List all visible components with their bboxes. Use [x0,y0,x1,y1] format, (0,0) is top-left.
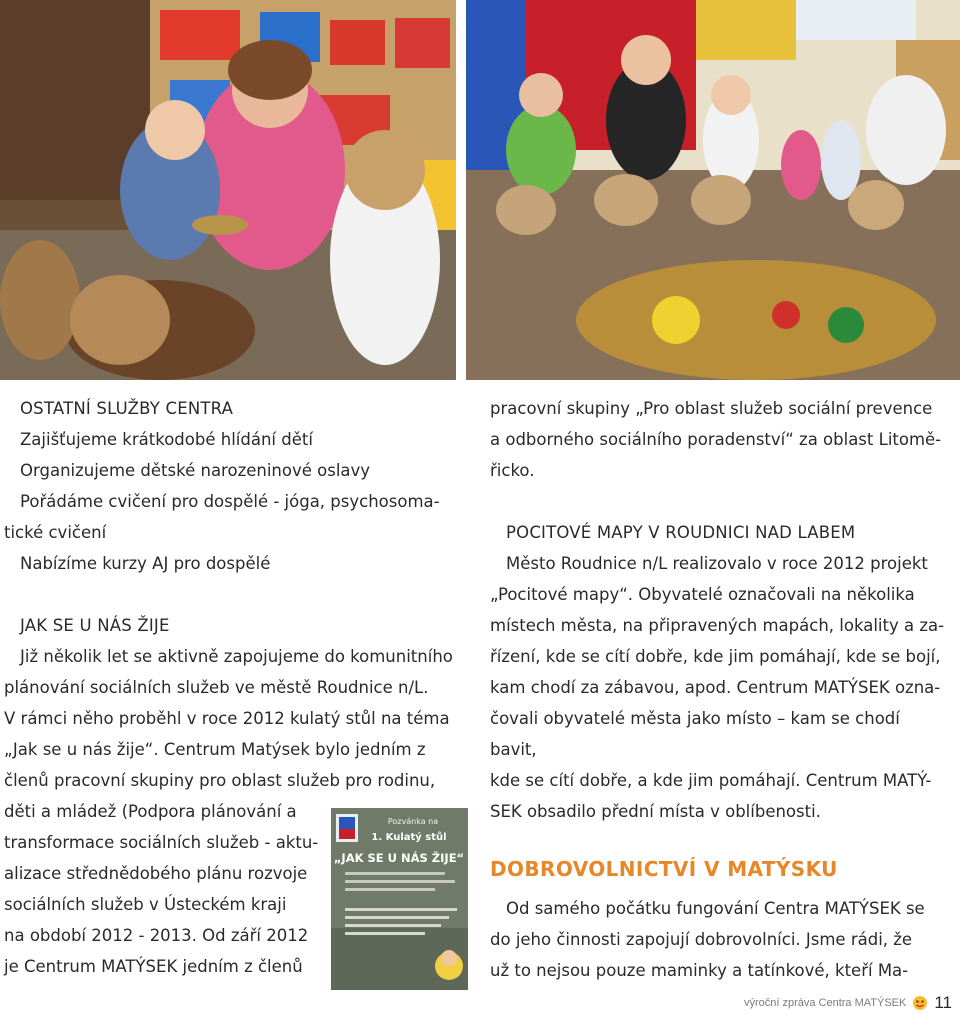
photo-drum-circle [466,0,960,380]
text-line: Zajišťujeme krátkodobé hlídání dětí [20,430,313,449]
text-line: Již několik let se aktivně zapojujeme do komunitního [20,647,453,666]
text-line: Pořádáme cvičení pro dospělé - jóga, psychosoma- [20,492,440,511]
photo-children-singing-bowl [0,0,456,380]
page-footer [744,992,952,1014]
text-line: V rámci něho proběhl v roce 2012 kulatý stůl na téma [4,709,450,728]
text-line: do jeho činnosti zapojují dobrovolníci. Jsme rádi, že [490,930,913,949]
text-line: už to nejsou pouze maminky a tatínkové, kteří Ma- [490,961,909,980]
text-line: řízení, kde se cítí dobře, kde jim pomáhají, kde se bojí, [490,647,941,666]
poster-title: „JAK SE U NÁS ŽIJE“ [333,851,465,865]
text-line: sociálních služeb v Ústeckém kraji [4,895,287,914]
text-line: kde se cítí dobře, a kde jim pomáhají. Centrum MATÝ- [490,771,932,790]
text-line: Město Roudnice n/L realizovalo v roce 2012 projekt [506,554,928,573]
page-number: 11 [934,993,952,1012]
matysek-logo-icon [912,995,928,1011]
text-line: „Jak se u nás žije“. Centrum Matýsek bylo jedním z [4,740,426,759]
text-line: „Pocitové mapy“. Obyvatelé označovali na několika [490,585,915,604]
section-heading-feeling-maps: POCITOVÉ MAPY V ROUDNICI NAD LABEM [506,523,856,542]
right-column [490,393,946,986]
text-line: tické cvičení [4,523,107,542]
text-line: členů pracovní skupiny pro oblast služeb pro rodinu, [4,771,436,790]
section-heading-volunteering: DOBROVOLNICTVÍ V MATÝSKU [490,857,838,881]
text-line: čovali obyvatelé města jako místo – kam se chodí bavit, [490,709,900,759]
text-line: alizace střednědobého plánu rozvoje [4,864,308,883]
section-heading-how-we-live: JAK SE U NÁS ŽIJE [20,616,170,635]
text-line: kam chodí za zábavou, apod. Centrum MATÝSEK ozna- [490,678,941,697]
text-line: na období 2012 - 2013. Od září 2012 [4,926,309,945]
poster-invitation-image [331,808,468,990]
footer-text: výroční zpráva Centra MATÝSEK [743,997,907,1009]
text-line: Organizujeme dětské narozeninové oslavy [20,461,371,480]
text-line: pracovní skupiny „Pro oblast služeb sociální prevence [490,399,933,418]
text-line: je Centrum MATÝSEK jedním z členů [4,957,303,976]
text-line: děti a mládež (Podpora plánování a [4,802,297,821]
text-line: místech města, na připravených mapách, lokality a za- [490,616,945,635]
text-line: řicko. [490,461,535,480]
text-line: SEK obsadilo přední místa v oblíbenosti. [490,802,821,821]
text-line: plánování sociálních služeb ve městě Roudnice n/L. [4,678,429,697]
text-line: Nabízíme kurzy AJ pro dospělé [20,554,271,573]
poster-line2: 1. Kulatý stůl [371,832,447,843]
text-line: transformace sociálních služeb - aktu- [4,833,319,852]
text-line: Od samého počátku fungování Centra MATÝSEK se [506,899,925,918]
section-heading-other-services: OSTATNÍ SLUŽBY CENTRA [20,399,234,418]
text-line: a odborného sociálního poradenství“ za oblast Litomě- [490,430,942,449]
poster-line1: Pozvánka na [387,817,439,826]
